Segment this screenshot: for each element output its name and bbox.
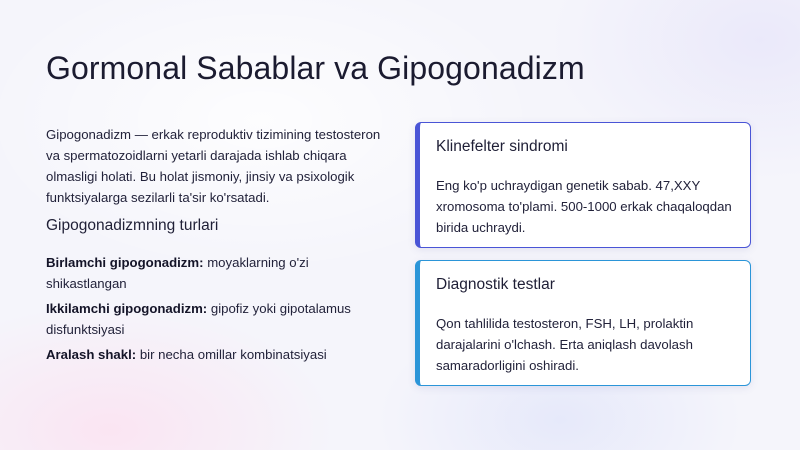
slide-title: Gormonal Sabablar va Gipogonadizm — [46, 50, 585, 86]
card-body: Qon tahlilida testosteron, FSH, LH, prolaktin darajalarini o'lchash. Erta aniqlash davolash samaradorligini oshiradi. — [436, 316, 694, 373]
card-body: Eng ko'p uchraydigan genetik sabab. 47,XXY xromosoma to'plami. 500-1000 erkak chaqaloqdan birida uchraydi. — [436, 178, 732, 235]
type-description: gipofiz yoki gipotalamus disfunktsiyasi — [46, 301, 351, 337]
types-heading: Gipogonadizmning turlari — [46, 217, 219, 234]
type-term: Aralash shakl: — [46, 347, 137, 362]
list-item — [46, 298, 391, 340]
type-term: Ikkilamchi gipogonadizm: — [46, 301, 208, 316]
types-list — [46, 252, 391, 369]
card-title: Diagnostik testlar — [436, 276, 555, 293]
list-item — [46, 252, 391, 294]
type-term: Birlamchi gipogonadizm: — [46, 255, 204, 270]
intro-paragraph: Gipogonadizm — erkak reproduktiv tizimining testosteron va spermatozoidlarni yetarli darajada ishlab chiqara olmasligi holati. Bu holat jismoniy, jinsiy va psixologik funktsiyalarga sezilarli ta'sir ko'rsatadi. — [46, 127, 381, 205]
card-diagnostics — [415, 260, 751, 386]
card-klinefelter — [415, 122, 751, 248]
card-title: Klinefelter sindromi — [436, 138, 568, 155]
list-item — [46, 344, 391, 365]
type-description: moyaklarning o'zi shikastlangan — [46, 255, 309, 291]
type-description: bir necha omillar kombinatsiyasi — [136, 347, 327, 362]
